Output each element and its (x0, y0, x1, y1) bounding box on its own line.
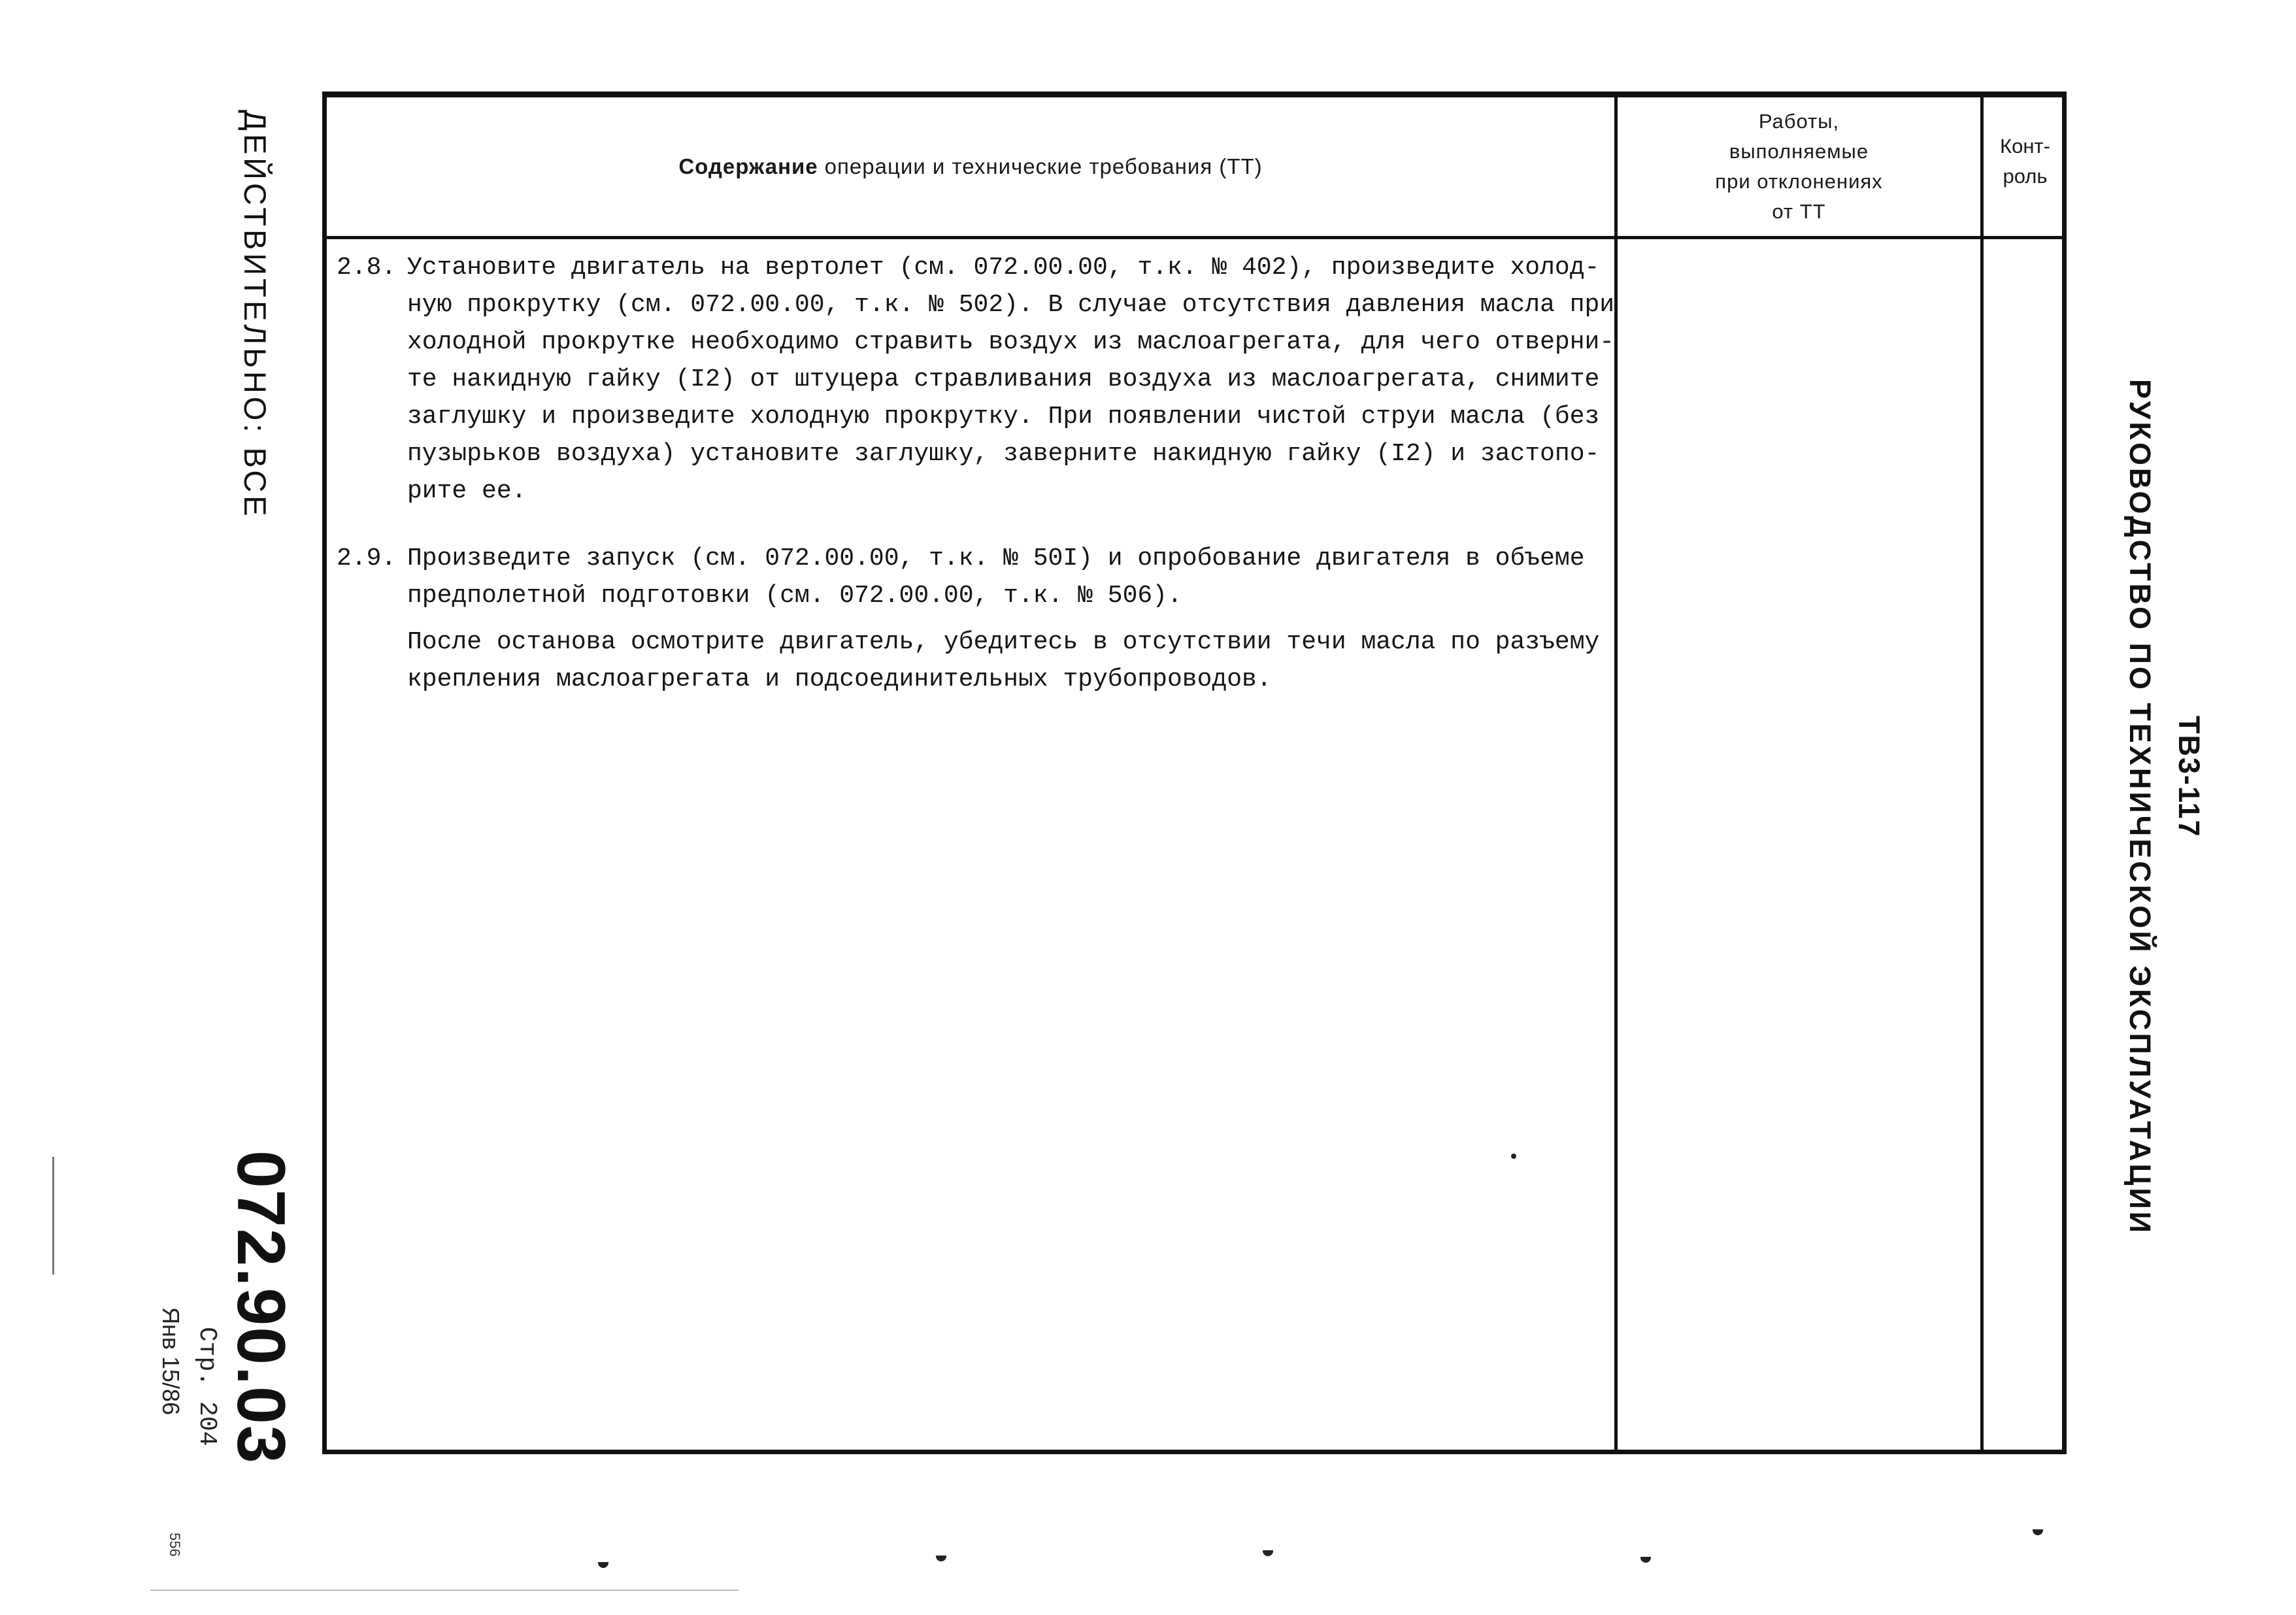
item-line: крепления маслоагрегата и подсоединительных трубопроводов. (407, 665, 1272, 693)
item-paragraph (407, 624, 1605, 698)
header-control (1984, 97, 2067, 236)
header-content-bold: Содержание (678, 154, 818, 178)
scan-artifact (598, 1562, 608, 1568)
header-works (1618, 97, 1980, 236)
header-content-rest: операции и технические требования (ТТ) (824, 154, 1263, 178)
document-number-text: 072.90.03 (223, 1150, 299, 1465)
item-line: предполетной подготовки (см. 072.00.00, т.к. № 506). (407, 582, 1182, 610)
operation-item-2-8 (337, 249, 1615, 510)
item-line: Установите двигатель на вертолет (см. 072.00.00, т.к. № 402), произведите холод- (407, 254, 1600, 282)
item-number: 2.8. (337, 254, 397, 282)
item-line: Произведите запуск (см. 072.00.00, т.к. № 50I) и опробование двигателя в объеме (407, 544, 1585, 573)
revision-date-text: Янв 15/86 (158, 1307, 184, 1416)
header-divider (327, 236, 2062, 239)
item-line: рите ее. (407, 477, 527, 505)
header-works-line: выполняемые (1729, 140, 1869, 163)
item-line: те накидную гайку (I2) от штуцера стравливания воздуха из маслоагрегата, снимите (407, 365, 1600, 393)
manual-title-text: РУКОВОДСТВО ПО ТЕХНИЧЕСКОЙ ЭКСПЛУАТАЦИИ (2123, 379, 2157, 1236)
item-line: холодной прокрутке необходимо стравить воздух из маслоагрегата, для чего отверни- (407, 328, 1615, 356)
page-number-text: Стр. 204 (193, 1327, 221, 1446)
header-works-line: от ТТ (1772, 200, 1826, 223)
scan-artifact (1640, 1557, 1651, 1563)
scan-artifact (2033, 1529, 2043, 1535)
header-content (327, 97, 1614, 236)
item-line: пузырьков воздуха) установите заглушку, заверните накидную гайку (I2) и застопо- (407, 440, 1600, 468)
header-control-line: роль (2003, 165, 2048, 188)
column-divider (1614, 97, 1618, 1450)
footnote-text: 556 (167, 1533, 183, 1557)
operations-body (337, 249, 1615, 698)
scan-artifact (52, 1157, 54, 1274)
validity-text: ДЕЙСТВИТЕЛЬНО: ВСЕ (238, 110, 273, 520)
scan-artifact (150, 1590, 739, 1591)
header-works-line: Работы, (1758, 110, 1840, 133)
header-works-line: при отклонениях (1715, 170, 1883, 193)
column-divider (1980, 97, 1984, 1450)
item-line: заглушку и произведите холодную прокрутку. При появлении чистой струи масла (без (407, 403, 1600, 431)
model-label-text: ТВ3-117 (2172, 716, 2206, 838)
header-control-line: Конт- (2000, 135, 2050, 158)
scan-artifact (936, 1556, 946, 1561)
item-number: 2.9. (337, 544, 397, 573)
item-line: После останова осмотрите двигатель, убедитесь в отсутствии течи масла по разъему (407, 628, 1600, 656)
operations-table (322, 92, 2067, 1454)
scan-artifact (1263, 1550, 1273, 1556)
operation-item-2-9 (337, 540, 1605, 698)
item-line: ную прокрутку (см. 072.00.00, т.к. № 502). В случае отсутствия давления масла при (407, 291, 1615, 319)
scan-artifact (1511, 1154, 1516, 1159)
